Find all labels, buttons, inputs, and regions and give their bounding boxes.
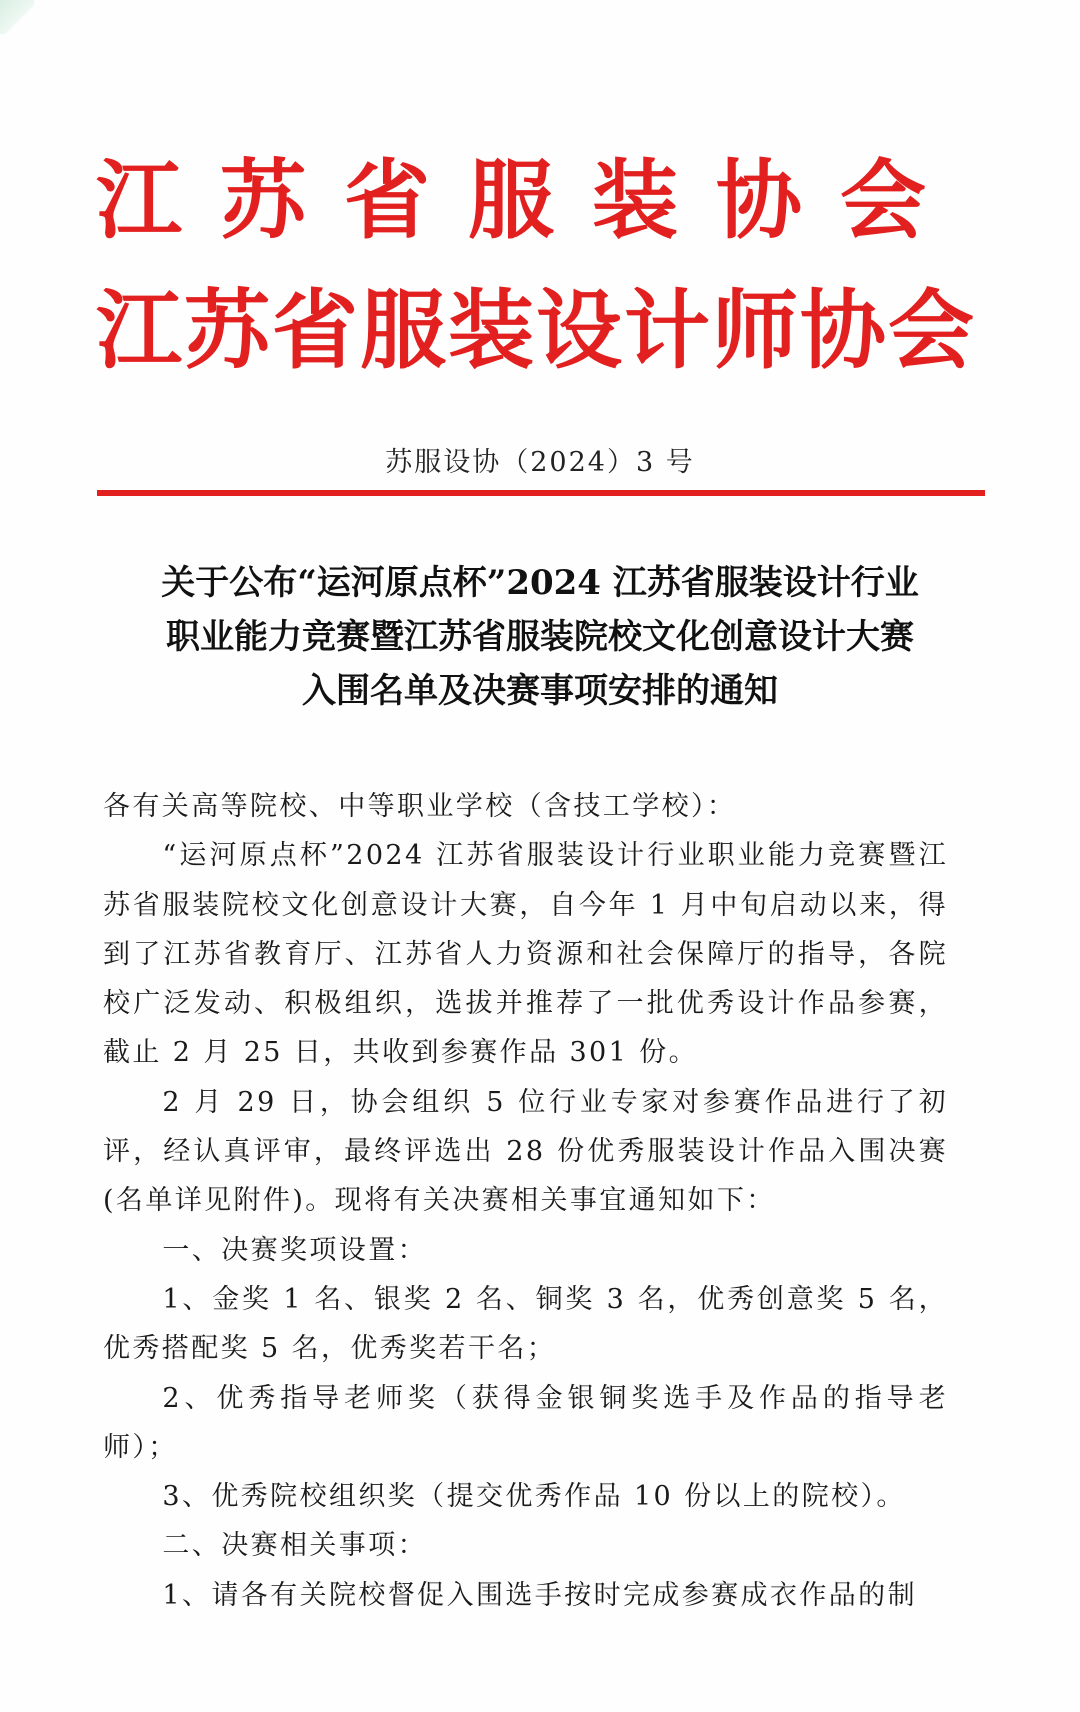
notice-title-line-1: 关于公布“运河原点杯”2024 江苏省服装设计行业 bbox=[161, 563, 919, 603]
notice-title bbox=[80, 556, 1000, 718]
paragraph-intro: “运河原点杯”2024 江苏省服装设计行业职业能力竞赛暨江苏省服装院校文化创意设计大赛，自今年 1 月中旬启动以来，得到了江苏省教育厅、江苏省人力资源和社会保障厅的指导，各院校广泛发动、积极组织，选拔并推荐了一批优秀设计作品参赛，截止 2 月 25 日，共收到参赛作品 301 份。 bbox=[103, 840, 948, 1069]
matter-item-1: 1、请各有关院校督促入围选手按时完成参赛成衣作品的制 bbox=[162, 1579, 917, 1611]
award-item-1: 1、金奖 1 名、银奖 2 名、铜奖 3 名，优秀创意奖 5 名，优秀搭配奖 5 名，优秀奖若干名； bbox=[103, 1283, 948, 1365]
red-divider bbox=[97, 490, 985, 496]
notice-title-line-3: 入围名单及决赛事项安排的通知 bbox=[302, 671, 778, 711]
document-number: 苏服设协（2024）3 号 bbox=[385, 447, 695, 478]
award-item-3: 3、优秀院校组织奖（提交优秀作品 10 份以上的院校）。 bbox=[162, 1481, 906, 1513]
notice-title-line-2: 职业能力竞赛暨江苏省服装院校文化创意设计大赛 bbox=[166, 617, 914, 657]
notice-body bbox=[103, 782, 948, 1620]
section-heading-awards: 一、决赛奖项设置： bbox=[162, 1234, 427, 1266]
org-name-line-2: 江苏省服装设计师协会 bbox=[96, 280, 976, 381]
corner-fold-mark bbox=[0, 0, 34, 34]
paragraph-review: 2 月 29 日，协会组织 5 位行业专家对参赛作品进行了初评，经认真评审，最终评选出 28 份优秀服装设计作品入围决赛(名单详见附件)。现将有关决赛相关事宜通知如下： bbox=[103, 1086, 948, 1217]
org-name-line-1: 江苏省服装协会 bbox=[96, 150, 964, 251]
award-item-2: 2、优秀指导老师奖（获得金银铜奖选手及作品的指导老师）； bbox=[103, 1382, 948, 1463]
section-heading-matters: 二、决赛相关事项： bbox=[162, 1530, 427, 1562]
salutation: 各有关高等院校、中等职业学校（含技工学校）： bbox=[103, 791, 737, 822]
